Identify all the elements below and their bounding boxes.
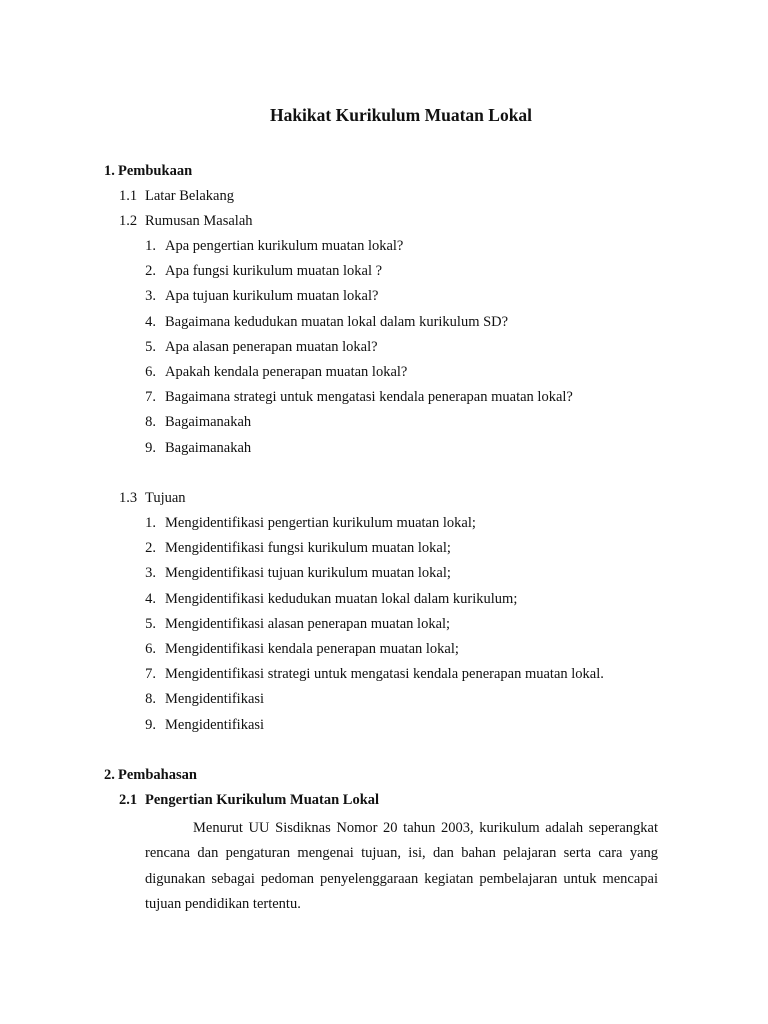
list-item: Mengidentifikasi kedudukan muatan lokal dalam kurikulum;: [165, 591, 518, 607]
list-item-number: 3.: [145, 288, 156, 304]
list-item-number: 6.: [145, 364, 156, 380]
list-item-number: 7.: [145, 389, 156, 405]
document-title: Hakikat Kurikulum Muatan Lokal: [269, 105, 533, 125]
list-item: Mengidentifikasi fungsi kurikulum muatan lokal;: [165, 540, 451, 556]
list-item: Mengidentifikasi alasan penerapan muatan lokal;: [165, 616, 451, 632]
list-item: Apa pengertian kurikulum muatan lokal?: [165, 238, 404, 254]
subsection-heading: Tujuan: [145, 490, 186, 506]
subsection-number: 1.2: [119, 213, 138, 229]
list-item: Apa fungsi kurikulum muatan lokal ?: [165, 263, 383, 279]
list-item: Bagaimana kedudukan muatan lokal dalam kurikulum SD?: [165, 314, 509, 330]
section-number: 1.: [104, 163, 115, 179]
list-item-number: 9.: [145, 717, 156, 733]
subsection-heading: Pengertian Kurikulum Muatan Lokal: [145, 792, 380, 808]
list-item-number: 3.: [145, 565, 156, 581]
list-item: Apa tujuan kurikulum muatan lokal?: [165, 288, 379, 304]
list-item-number: 7.: [145, 666, 156, 682]
list-item-number: 1.: [145, 238, 156, 254]
subsection-heading: Rumusan Masalah: [145, 213, 253, 229]
list-item: Mengidentifikasi kendala penerapan muatan lokal;: [165, 641, 459, 657]
list-item: Bagaimanakah: [165, 414, 252, 430]
list-item-number: 4.: [145, 591, 156, 607]
subsection-number: 2.1: [119, 792, 138, 808]
section-heading: Pembukaan: [118, 163, 193, 179]
list-item: Mengidentifikasi tujuan kurikulum muatan lokal;: [165, 565, 451, 581]
subsection-number: 1.3: [119, 490, 138, 506]
list-item: Mengidentifikasi strategi untuk mengatasi kendala penerapan muatan lokal.: [165, 666, 604, 682]
list-item: Mengidentifikasi: [165, 717, 265, 733]
list-item-number: 5.: [145, 616, 156, 632]
list-item: Apa alasan penerapan muatan lokal?: [165, 339, 378, 355]
subsection-heading: Latar Belakang: [145, 188, 234, 204]
list-item-number: 6.: [145, 641, 156, 657]
section-heading: Pembahasan: [118, 767, 197, 783]
list-item-number: 8.: [145, 691, 156, 707]
list-item-number: 4.: [145, 314, 156, 330]
list-item-number: 1.: [145, 515, 156, 531]
list-item: Mengidentifikasi: [165, 691, 265, 707]
list-item-number: 2.: [145, 263, 156, 279]
list-item-number: 5.: [145, 339, 156, 355]
section-number: 2.: [104, 767, 115, 783]
list-item: Apakah kendala penerapan muatan lokal?: [165, 364, 408, 380]
list-item-number: 9.: [145, 440, 156, 456]
body-paragraph: Menurut UU Sisdiknas Nomor 20 tahun 2003, kurikulum adalah seperangkat rencana dan pengaturan mengenai tujuan, isi, dan bahan pelajaran serta cara yang digunakan sebagai pedoman penyelenggaraan kegiatan pembelajaran untuk mencapai tujuan pendidikan tertentu.: [145, 820, 658, 913]
subsection-number: 1.1: [119, 188, 138, 204]
list-item-number: 2.: [145, 540, 156, 556]
list-item-number: 8.: [145, 414, 156, 430]
list-item: Bagaimana strategi untuk mengatasi kendala penerapan muatan lokal?: [165, 389, 573, 405]
list-item: Mengidentifikasi pengertian kurikulum muatan lokal;: [165, 515, 476, 531]
list-item: Bagaimanakah: [165, 440, 252, 456]
